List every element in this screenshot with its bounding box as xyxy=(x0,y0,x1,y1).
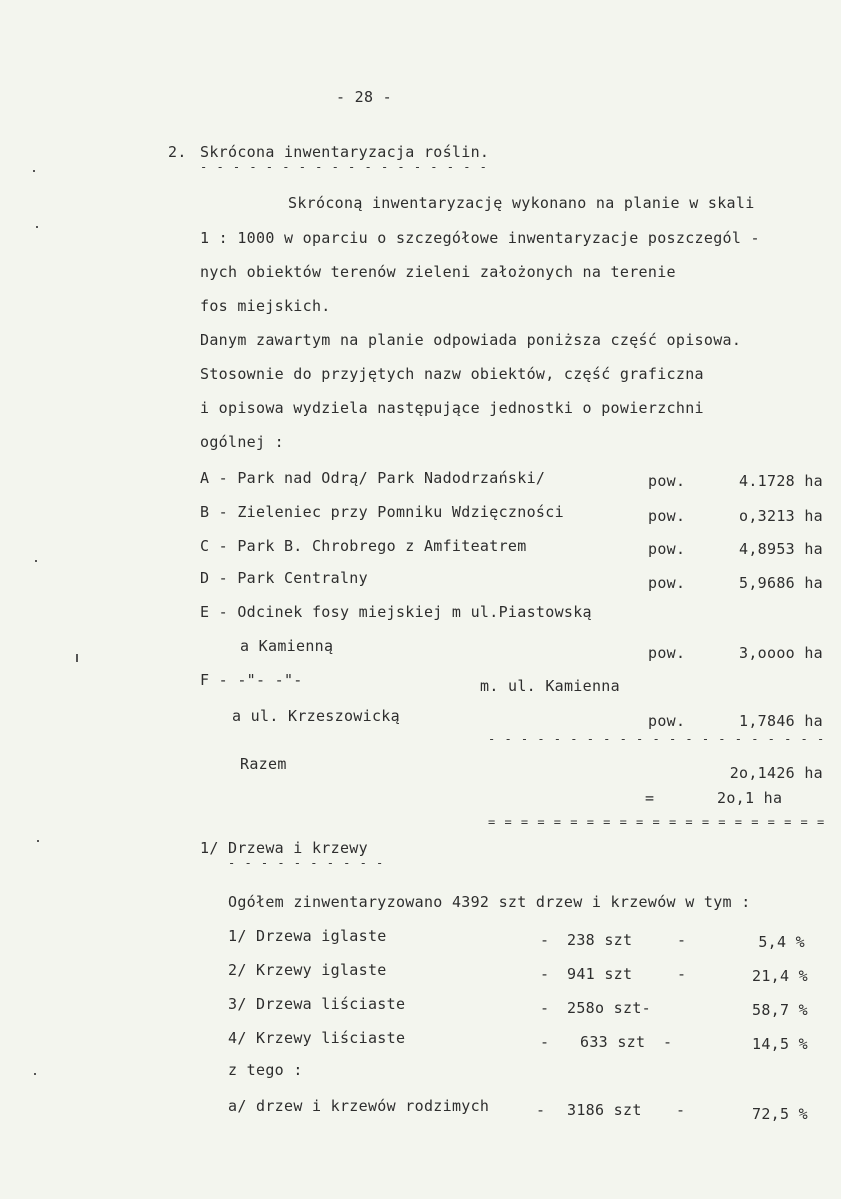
section-title: Skrócona inwentaryzacja roślin. xyxy=(200,143,490,161)
total-equals: = xyxy=(645,789,655,807)
unit-area: 1,7846 ha xyxy=(739,712,823,730)
unit-label: F - -"- -"- xyxy=(200,671,303,689)
paragraph-line: nych obiektów terenów zieleni założonych na terenie xyxy=(200,263,676,281)
paragraph-line: ogólnej : xyxy=(200,433,284,451)
native-row-percent: 72,5 % xyxy=(752,1105,808,1123)
unit-area: 5,9686 ha xyxy=(739,574,823,592)
unit-area: 3,oooo ha xyxy=(739,644,823,662)
tree-row-percent: 14,5 % xyxy=(752,1035,808,1053)
section-title-underline: - - - - - - - - - - - - - - - - - - xyxy=(200,160,488,174)
tree-row-dash: - xyxy=(540,999,550,1017)
tree-row-count: 633 szt xyxy=(580,1033,646,1051)
trees-summary: Ogółem zinwentaryzowano 4392 szt drzew i krzewów w tym : xyxy=(228,893,751,911)
page-number: - 28 - xyxy=(336,88,392,106)
paragraph-line: 1 : 1000 w oparciu o szczegółowe inwentaryzacje poszczegól - xyxy=(200,229,760,247)
scan-speck xyxy=(33,170,35,172)
tree-row-label: 3/ Drzewa liściaste xyxy=(228,995,406,1013)
scan-speck xyxy=(76,654,78,662)
tree-row-percent: 5,4 % xyxy=(758,933,805,951)
trees-heading: 1/ Drzewa i krzewy xyxy=(200,839,368,857)
native-row-label: a/ drzew i krzewów rodzimych xyxy=(228,1097,490,1115)
sum-separator: - - - - - - - - - - - - - - - - - - - - - xyxy=(488,732,826,746)
unit-label: E - Odcinek fosy miejskiej m ul.Piastowską xyxy=(200,603,592,621)
paragraph-line: fos miejskich. xyxy=(200,297,331,315)
unit-pow: pow. xyxy=(648,644,686,662)
tree-row-count: 941 szt xyxy=(567,965,633,983)
section-number: 2. xyxy=(168,143,187,161)
tree-row-label: 4/ Krzewy liściaste xyxy=(228,1029,406,1047)
unit-label: A - Park nad Odrą/ Park Nadodrzański/ xyxy=(200,469,546,487)
tree-row-count: 238 szt xyxy=(567,931,633,949)
scan-speck xyxy=(34,1073,36,1075)
total-double-rule: = = = = = = = = = = = = = = = = = = = = = xyxy=(488,815,826,829)
trees-heading-underline: - - - - - - - - - - xyxy=(228,856,385,870)
native-row-dash: - xyxy=(536,1101,546,1119)
tree-row-dash: - xyxy=(663,1033,673,1051)
total-rounded: 2o,1 ha xyxy=(717,789,783,807)
tree-row-label: 1/ Drzewa iglaste xyxy=(228,927,387,945)
unit-area: 4,8953 ha xyxy=(739,540,823,558)
total-value: 2o,1426 ha xyxy=(729,764,823,782)
paragraph-line: Skróconą inwentaryzację wykonano na planie w skali xyxy=(288,194,755,212)
scan-speck xyxy=(37,840,39,842)
unit-area: 4.1728 ha xyxy=(739,472,823,490)
unit-label: C - Park B. Chrobrego z Amfiteatrem xyxy=(200,537,527,555)
unit-pow: pow. xyxy=(648,507,686,525)
native-row-dash: - xyxy=(676,1101,686,1119)
total-label: Razem xyxy=(240,755,287,773)
paragraph-line: Danym zawartym na planie odpowiada poniższa część opisowa. xyxy=(200,331,742,349)
of-which-label: z tego : xyxy=(228,1061,303,1079)
tree-row-dash: - xyxy=(677,965,687,983)
tree-row-dash: - xyxy=(540,931,550,949)
tree-row-percent: 21,4 % xyxy=(752,967,808,985)
unit-pow: pow. xyxy=(648,472,686,490)
unit-area: o,3213 ha xyxy=(739,507,823,525)
tree-row-dash: - xyxy=(540,965,550,983)
unit-pow: pow. xyxy=(648,712,686,730)
scan-speck xyxy=(36,226,38,228)
paragraph-line: i opisowa wydziela następujące jednostki o powierzchni xyxy=(200,399,704,417)
paragraph-line: Stosownie do przyjętych nazw obiektów, część graficzna xyxy=(200,365,704,383)
unit-label-middle: m. ul. Kamienna xyxy=(480,677,620,695)
tree-row-label: 2/ Krzewy iglaste xyxy=(228,961,387,979)
native-row-count: 3186 szt xyxy=(567,1101,642,1119)
scan-speck xyxy=(35,560,37,562)
unit-label-continued: a Kamienną xyxy=(240,637,334,655)
unit-pow: pow. xyxy=(648,540,686,558)
unit-label: B - Zieleniec przy Pomniku Wdzięczności xyxy=(200,503,564,521)
unit-pow: pow. xyxy=(648,574,686,592)
unit-label-continued: a ul. Krzeszowicką xyxy=(232,707,400,725)
tree-row-count: 258o szt- xyxy=(567,999,651,1017)
tree-row-percent: 58,7 % xyxy=(752,1001,808,1019)
tree-row-dash: - xyxy=(677,931,687,949)
tree-row-dash: - xyxy=(540,1033,550,1051)
unit-label: D - Park Centralny xyxy=(200,569,368,587)
